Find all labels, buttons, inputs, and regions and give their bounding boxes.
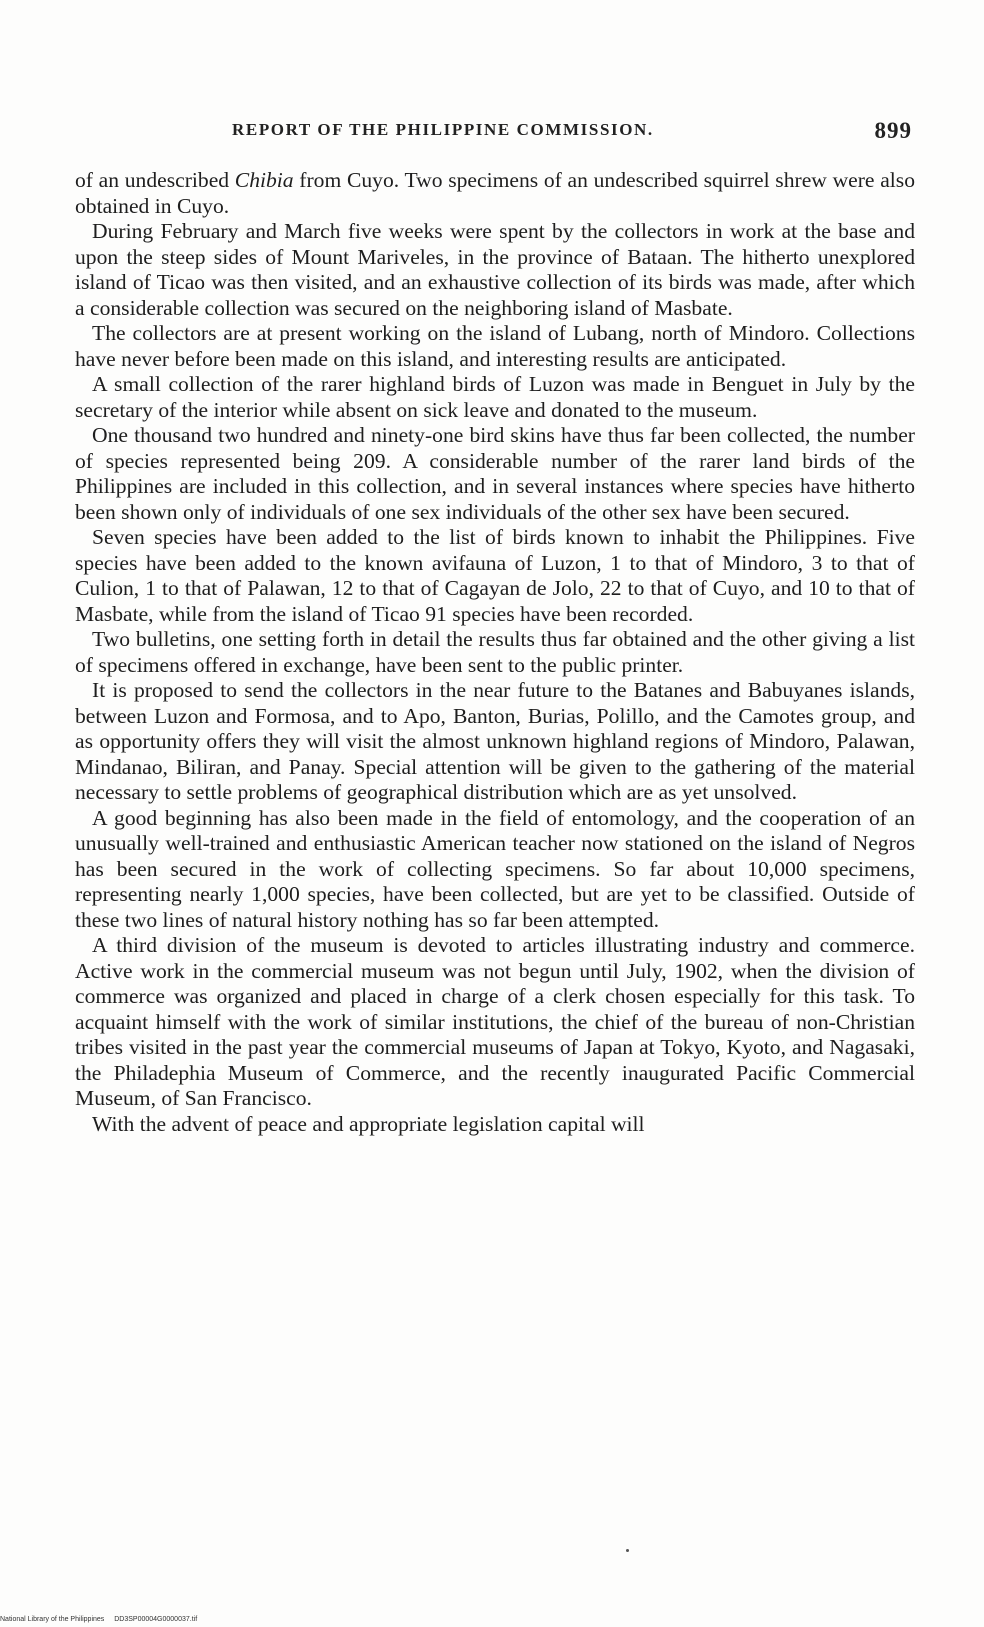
scan-speck: [626, 1549, 629, 1552]
species-name: Chibia: [234, 168, 294, 192]
paragraph-7: Two bulletins, one setting forth in detail the results thus far obtained and the other giving a list of specimens offered in exchange, have been sent to the public printer.: [75, 627, 915, 677]
paragraph-11: With the advent of peace and appropriate legislation capital will: [92, 1111, 645, 1136]
scan-footer: [0, 1616, 205, 1623]
footer-source: National Library of the Philippines: [0, 1616, 105, 1623]
paragraph-1: [75, 168, 915, 219]
paragraph-10: A third division of the museum is devoted to articles illustrating industry and commerce. Active work in the commercial museum was not begun until July, 1902, when the division of commerce was organized and placed in charge of a clerk chosen especially for this task. To acquaint himself with the work of similar institutions, the chief of the bureau of non-Christian tribes visited in the past year the commercial museums of Japan at Tokyo, Kyoto, and Nagasaki, the Philadephia Museum of Commerce, and the recently inaugurated Pacific Commercial Museum, of San Francisco.: [75, 933, 915, 1110]
paragraph-2: During February and March five weeks were spent by the collectors in work at the base and upon the steep sides of Mount Mariveles, in the province of Bataan. The hitherto unexplored island of Ticao was then visited, and an exhaustive collection of its birds was made, after which a considerable collection was secured on the neighboring island of Masbate.: [75, 219, 915, 320]
page-number: 899: [874, 118, 912, 143]
paragraph-8: It is proposed to send the collectors in the near future to the Batanes and Babuyanes islands, between Luzon and Formosa, and to Apo, Banton, Burias, Polillo, and the Camotes group, and as opportunity offers they will visit the almost unknown highland regions of Mindoro, Palawan, Mindanao, Biliran, and Panay. Special attention will be given to the gathering of the material necessary to settle problems of geographical distribution which are as yet unsolved.: [75, 678, 915, 804]
running-head: [0, 118, 984, 148]
paragraph-9: A good beginning has also been made in the field of entomology, and the cooperation of an unusually well-trained and enthusiastic American teacher now stationed on the island of Negros has been secured in the work of collecting specimens. So far about 10,000 specimens, representing nearly 1,000 species, have been collected, but are yet to be classified. Outside of these two lines of natural history nothing has so far been attempted.: [75, 805, 915, 932]
body-text: [75, 168, 915, 1137]
paragraph-5: One thousand two hundred and ninety-one bird skins have thus far been collected, the number of species represented being 209. A considerable number of the rarer land birds of the Philippines are included in this collection, and in several instances where species have hitherto been shown only of individuals of one sex individuals of the other sex have been secured.: [75, 423, 915, 524]
paragraph-3: The collectors are at present working on the island of Lubang, north of Mindoro. Collections have never before been made on this island, and interesting results are anticipated.: [75, 321, 915, 371]
paragraph-1-lead: of an undescribed: [75, 168, 235, 192]
paragraph-4: A small collection of the rarer highland birds of Luzon was made in Benguet in July by the secretary of the interior while absent on sick leave and donated to the museum.: [75, 372, 915, 422]
running-title: REPORT OF THE PHILIPPINE COMMISSION.: [232, 120, 654, 139]
paragraph-1-rest: from Cuyo. Two specimens of an undescribed squirrel shrew were also obtained in Cuyo.: [75, 168, 915, 218]
paragraph-6: Seven species have been added to the list of birds known to inhabit the Philippines. Five species have been added to the known avifauna of Luzon, 1 to that of Mindoro, 3 to that of Culion, 1 to that of Palawan, 12 to that of Cagayan de Jolo, 22 to that of Cuyo, and 10 to that of Masbate, while from the island of Ticao 91 species have been recorded.: [75, 525, 915, 626]
footer-identifier: DD3SP00004G0000037.tif: [114, 1616, 198, 1623]
